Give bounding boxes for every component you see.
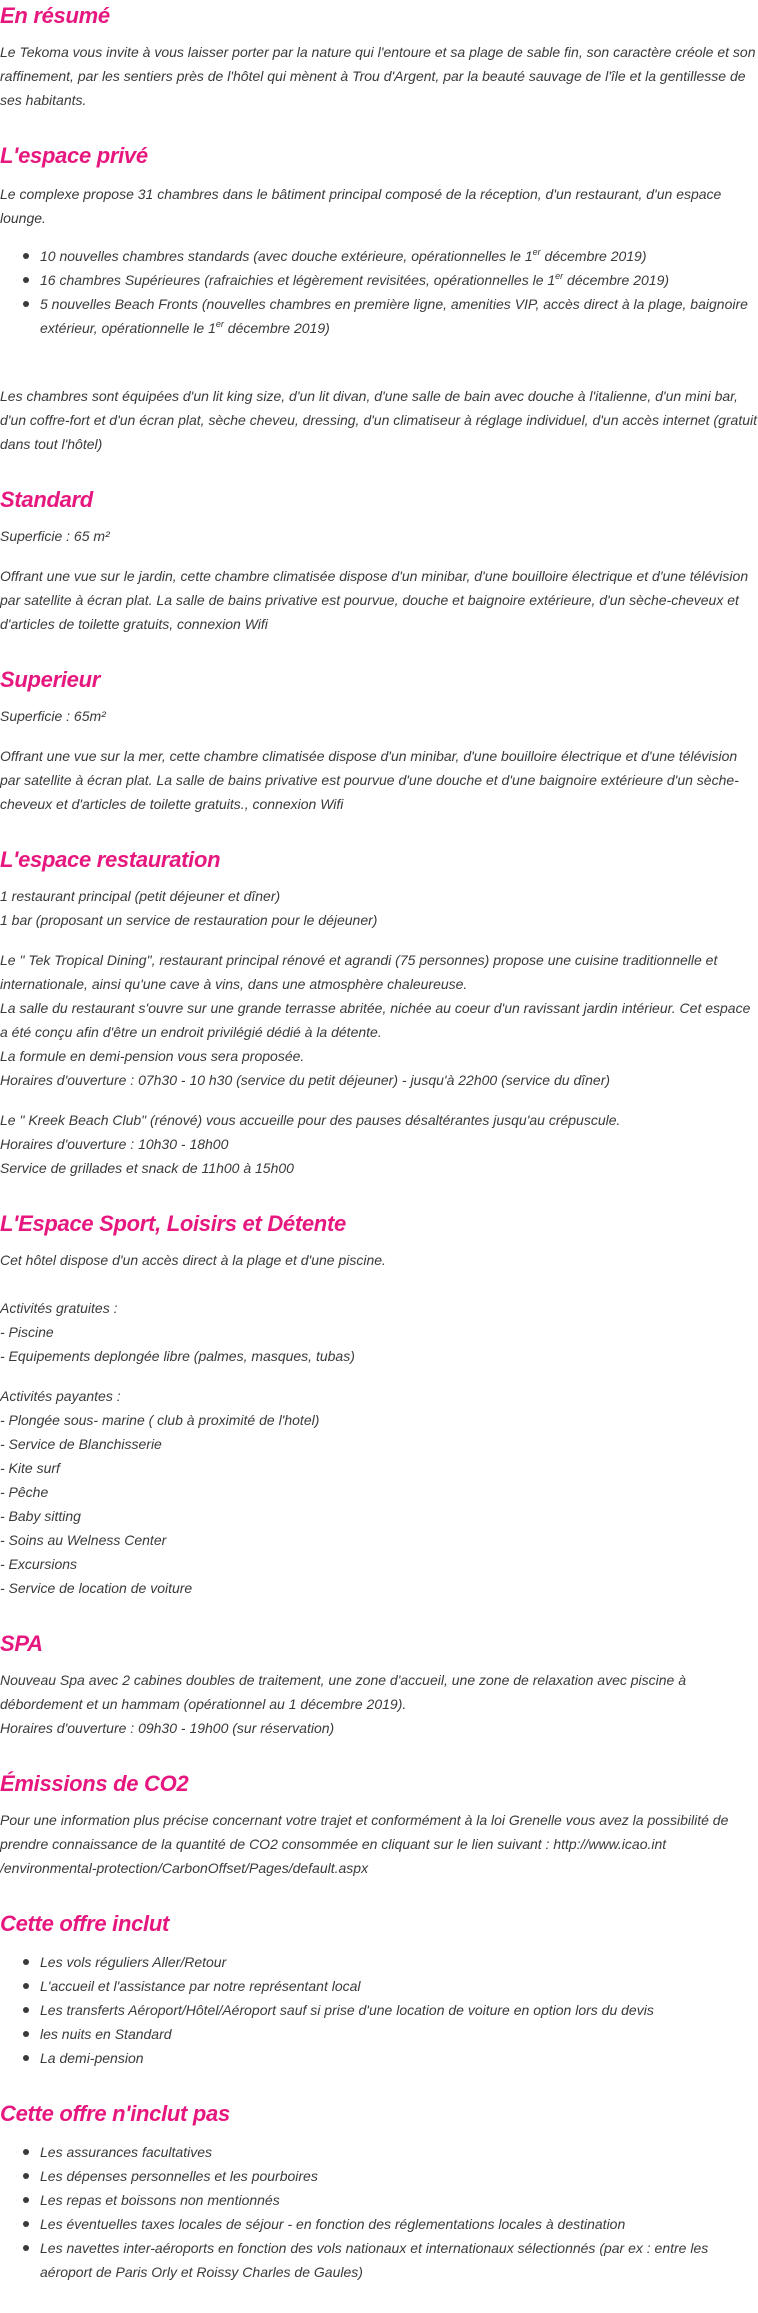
kreek-beach-block xyxy=(0,1108,758,1180)
list-item: 10 nouvelles chambres standards (avec douche extérieure, opérationnelles le 1er décembre 2019) xyxy=(40,244,758,268)
section-heading-resume: En résumé xyxy=(0,3,110,28)
section-heading-sport: L'Espace Sport, Loisirs et Détente xyxy=(0,1211,346,1236)
tek-hours: Horaires d'ouverture : 07h30 - 10 h30 (service du petit déjeuner) - jusqu'à 22h00 (service du dîner) xyxy=(0,1072,611,1088)
list-item: Les transferts Aéroport/Hôtel/Aéroport sauf si prise d'une location de voiture en option lors du devis xyxy=(40,1998,758,2022)
espace-prive-intro: Le complexe propose 31 chambres dans le bâtiment principal composé de la réception, d'un restaurant, d'un espace lounge. xyxy=(0,186,722,226)
section-heading-espace-prive: L'espace privé xyxy=(0,143,148,168)
list-item: Les repas et boissons non mentionnés xyxy=(40,2188,758,2212)
list-item: Les vols réguliers Aller/Retour xyxy=(40,1950,758,1974)
rooms-equipment-text: Les chambres sont équipées d'un lit king size, d'un lit divan, d'une salle de bain avec douche à l'italienne, d'un mini bar, d'un coffre-fort et d'un écran plat, sèche cheveu, dressing, d'un climatiseur à réglage individuel, d'un accès internet (gratuit dans tout l'hôtel) xyxy=(0,388,758,452)
spa-description: Nouveau Spa avec 2 cabines doubles de traitement, une zone d'accueil, une zone de relaxation avec piscine à débordement et un hammam (opérationnel au 1 décembre 2019). xyxy=(0,1672,687,1712)
restaurant-line: 1 restaurant principal (petit déjeuner et dîner) xyxy=(0,888,281,904)
list-item: 16 chambres Supérieures (rafraichies et légèrement revisitées, opérationnelles le 1er décembre 2019) xyxy=(40,268,758,292)
list-item: - Excursions xyxy=(0,1556,78,1572)
spa-hours: Horaires d'ouverture : 09h30 - 19h00 (sur réservation) xyxy=(0,1720,335,1736)
standard-surface: Superficie : 65 m² xyxy=(0,528,110,544)
list-item: Les éventuelles taxes locales de séjour - en fonction des réglementations locales à destination xyxy=(40,2212,758,2236)
tek-formule: La formule en demi-pension vous sera proposée. xyxy=(0,1048,305,1064)
list-item: les nuits en Standard xyxy=(40,2022,758,2046)
bar-line: 1 bar (proposant un service de restauration pour le déjeuner) xyxy=(0,912,378,928)
co2-line: prendre connaissance de la quantité de CO2 consommée en cliquant sur le lien suivant : http://www.icao.int xyxy=(0,1836,667,1852)
list-item: Les navettes inter-aéroports en fonction des vols nationaux et internationaux sélectionnés (par ex : entre les aéroport de Paris Orly et Roissy Charles de Gaules) xyxy=(40,2236,758,2284)
list-item: L'accueil et l'assistance par notre représentant local xyxy=(40,1974,758,1998)
section-heading-spa: SPA xyxy=(0,1631,43,1656)
kreek-service: Service de grillades et snack de 11h00 à 15h00 xyxy=(0,1160,294,1176)
list-item: - Kite surf xyxy=(0,1460,60,1476)
superieur-description: Offrant une vue sur la mer, cette chambre climatisée dispose d'un minibar, d'une bouilloire électrique et d'une télévision par satellite à écran plat. La salle de bains privative est pourvue d'une douche et d'une baignoire extérieure d'un sèche-cheveux et d'articles de toilette gratuits., connexion Wifi xyxy=(0,748,739,812)
list-item: - Equipements deplongée libre (palmes, masques, tubas) xyxy=(0,1348,355,1364)
list-item: - Service de Blanchisserie xyxy=(0,1436,162,1452)
section-heading-superieur: Superieur xyxy=(0,667,100,692)
sport-intro: Cet hôtel dispose d'un accès direct à la plage et d'une piscine. xyxy=(0,1252,386,1268)
list-item: - Plongée sous- marine ( club à proximité de l'hotel) xyxy=(0,1412,320,1428)
co2-line: Pour une information plus précise concernant votre trajet et conformément à la loi Grenelle vous avez la possibilité de xyxy=(0,1812,729,1828)
section-heading-restauration: L'espace restauration xyxy=(0,847,221,872)
co2-text xyxy=(0,1808,758,1880)
room-types-list xyxy=(0,244,758,340)
restauration-outlets xyxy=(0,884,758,932)
included-list xyxy=(0,1950,758,2070)
list-item: Les assurances facultatives xyxy=(40,2140,758,2164)
kreek-hours: Horaires d'ouverture : 10h30 - 18h00 xyxy=(0,1136,229,1152)
standard-description: Offrant une vue sur le jardin, cette chambre climatisée dispose d'un minibar, d'une bouilloire électrique et d'une télévision par satellite à écran plat. La salle de bains privative est pourvue, douche et baignoire extérieure, d'un sèche-cheveux et d'articles de toilette gratuits, connexion Wifi xyxy=(0,568,749,632)
kreek-description: Le " Kreek Beach Club" (rénové) vous accueille pour des pauses désaltérantes jusqu'au crépuscule. xyxy=(0,1112,621,1128)
list-item: - Pêche xyxy=(0,1484,49,1500)
paid-activities-label: Activités payantes : xyxy=(0,1388,121,1404)
not-included-list xyxy=(0,2140,758,2284)
list-item: 5 nouvelles Beach Fronts (nouvelles chambres en première ligne, amenities VIP, accès direct à la plage, baignoire extérieur, opérationnelle le 1er décembre 2019) xyxy=(40,292,758,340)
co2-line: /environmental-protection/CarbonOffset/Pages/default.aspx xyxy=(0,1860,369,1876)
section-heading-ninclut: Cette offre n'inclut pas xyxy=(0,2101,230,2126)
tek-tropical-block xyxy=(0,948,758,1092)
list-item: - Soins au Welness Center xyxy=(0,1532,167,1548)
tek-description: Le " Tek Tropical Dining", restaurant principal rénové et agrandi (75 personnes) propose une cuisine traditionnelle et internationale, ainsi qu'une cave à vins, dans une atmosphère chaleureuse. xyxy=(0,952,718,992)
list-item: Les dépenses personnelles et les pourboires xyxy=(40,2164,758,2188)
free-activities xyxy=(0,1296,758,1368)
free-activities-label: Activités gratuites : xyxy=(0,1300,118,1316)
list-item: - Piscine xyxy=(0,1324,54,1340)
section-heading-inclut: Cette offre inclut xyxy=(0,1911,169,1936)
tek-room: La salle du restaurant s'ouvre sur une grande terrasse abritée, nichée au coeur d'un ravissant jardin intérieur. Cet espace a été conçu afin d'être un endroit privilégié dédié à la détente. xyxy=(0,1000,751,1040)
resume-text: Le Tekoma vous invite à vous laisser porter par la nature qui l'entoure et sa plage de sable fin, son caractère créole et son raffinement, par les sentiers près de l'hôtel qui mènent à Trou d'Argent, par la beauté sauvage de l'île et la gentillesse de ses habitants. xyxy=(0,44,756,108)
section-heading-co2: Émissions de CO2 xyxy=(0,1771,189,1796)
superieur-surface: Superficie : 65m² xyxy=(0,708,106,724)
section-heading-standard: Standard xyxy=(0,487,93,512)
list-item: - Baby sitting xyxy=(0,1508,81,1524)
paid-activities xyxy=(0,1384,758,1600)
list-item: - Service de location de voiture xyxy=(0,1580,193,1596)
list-item: La demi-pension xyxy=(40,2046,758,2070)
